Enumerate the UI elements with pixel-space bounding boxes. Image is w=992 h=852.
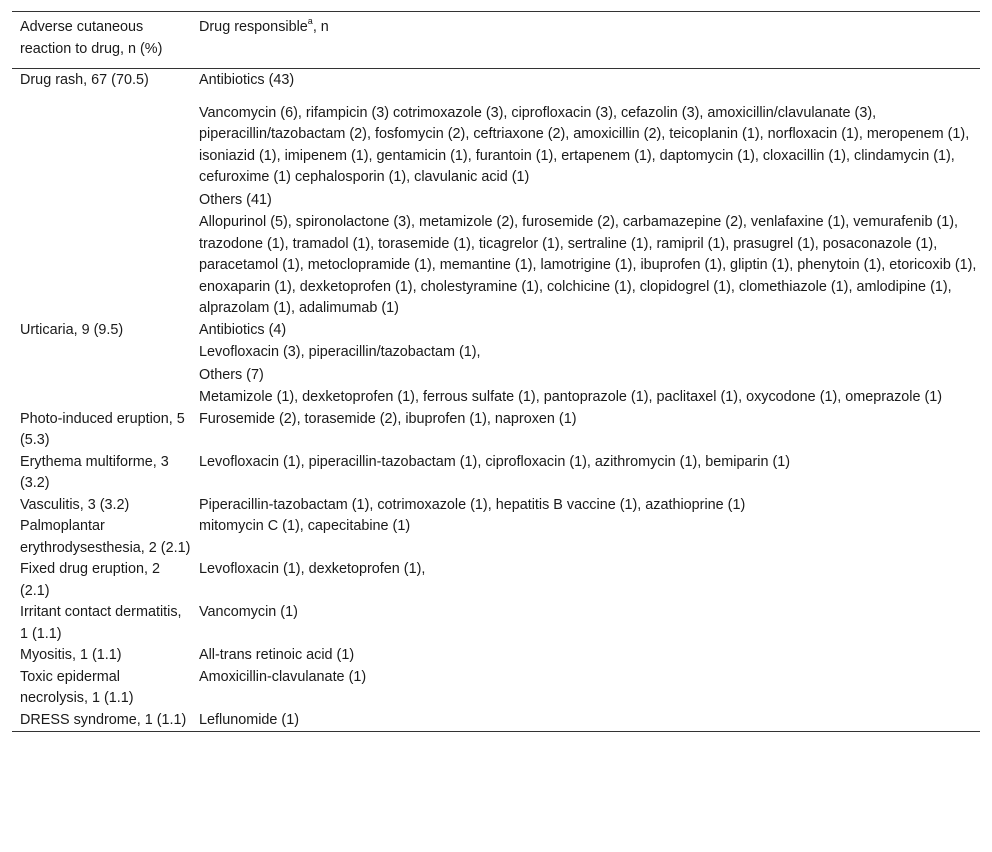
drug-list: Metamizole (1), dexketoprofen (1), ferrous sulfate (1), pantoprazole (1), paclitaxel (1), oxycodone (1), omeprazole (1): [199, 389, 943, 405]
header-reaction: Adverse cutaneous reaction to drug, n (%): [20, 19, 163, 57]
drug-cell: Vancomycin (1): [199, 604, 298, 620]
drug-cell: Leflunomide (1): [199, 711, 299, 728]
drug-cell: All-trans retinoic acid (1): [199, 647, 355, 663]
drug-cell: Levofloxacin (1), dexketoprofen (1),: [199, 561, 426, 577]
table-row: [12, 516, 980, 559]
table-header-row: [12, 12, 980, 69]
reaction-cell: Irritant contact dermatitis, 1 (1.1): [20, 604, 182, 642]
table-row: [12, 409, 980, 452]
footnote-marker: a: [307, 16, 313, 27]
drug-group-label: Antibiotics (43): [199, 72, 295, 88]
reaction-cell: Fixed drug eruption, 2 (2.1): [20, 561, 160, 599]
header-drug-responsible: [191, 12, 980, 69]
table-row: [12, 602, 980, 645]
reaction-cell: Photo-induced eruption, 5 (5.3): [20, 410, 185, 448]
table-row: [12, 559, 980, 602]
drug-cell: Piperacillin-tazobactam (1), cotrimoxazole (1), hepatitis B vaccine (1), azathioprine (1): [199, 496, 746, 513]
reaction-cell: Vasculitis, 3 (3.2): [20, 496, 130, 513]
drug-cell: Furosemide (2), torasemide (2), ibuprofen (1), naproxen (1): [199, 410, 577, 427]
drug-cell: Amoxicillin-clavulanate (1): [199, 668, 367, 685]
header-drug-label: Drug responsible: [199, 19, 308, 35]
reaction-cell: DRESS syndrome, 1 (1.1): [20, 711, 187, 728]
table-row: [12, 320, 980, 409]
reaction-cell: Urticaria, 9 (9.5): [20, 321, 124, 338]
adverse-reactions-table: [12, 11, 980, 732]
reaction-cell: Palmoplantar erythrodysesthesia, 2 (2.1): [20, 518, 191, 556]
reaction-cell: Myositis, 1 (1.1): [20, 647, 122, 663]
table-row: [12, 667, 980, 710]
table-row: [12, 452, 980, 495]
drug-cell: mitomycin C (1), capecitabine (1): [199, 518, 411, 534]
drug-group-label: Others (7): [199, 366, 264, 383]
header-drug-n: , n: [312, 19, 329, 35]
drug-list: Vancomycin (6), rifampicin (3) cotrimoxazole (3), ciprofloxacin (3), cefazolin (3), amoxicillin/clavulanate (3), piperacillin/tazobactam (2), fosfomycin (2), ceftriaxone (2), amoxicillin (2), teicoplanin (1), norfloxacin (1), meropenem (1), isoniazid (1), imipenem (1), gentamicin (1), furantoin (1), ertapenem (1), daptomycin (1), cloxacillin (1), clindamycin (1), cefuroxime (1) cephalosporin (1), clavulanic acid (1): [199, 104, 970, 185]
drug-cell: Levofloxacin (1), piperacillin-tazobactam (1), ciprofloxacin (1), azithromycin (1), bemiparin (1): [199, 453, 791, 470]
table-row: [12, 69, 980, 320]
drug-group-label: Antibiotics (4): [199, 321, 287, 338]
table-row: [12, 710, 980, 732]
drug-list: Allopurinol (5), spironolactone (3), metamizole (2), furosemide (2), carbamazepine (2), venlafaxine (1), vemurafenib (1), trazodone (1), tramadol (1), torasemide (1), ticagrelor (1), sertraline (1), ramipril (1), prasugrel (1), posaconazole (1), paracetamol (1), metoclopramide (1), memantine (1), lamotrigine (1), ibuprofen (1), gliptin (1), phenytoin (1), etoricoxib (1), enoxaparin (1), dexketoprofen (1), cholestyramine (1), colchicine (1), clopidogrel (1), clomethiazole (1), amlodipine (1), alprazolam (1), adalimumab (1): [199, 214, 977, 316]
drug-cell: [191, 320, 980, 409]
table-row: [12, 645, 980, 667]
reaction-cell: Drug rash, 67 (70.5): [20, 72, 149, 88]
reaction-cell: Erythema multiforme, 3 (3.2): [20, 453, 169, 491]
drug-group-label: Others (41): [199, 191, 272, 208]
table-row: [12, 495, 980, 517]
drug-list: Levofloxacin (3), piperacillin/tazobactam (1),: [199, 344, 481, 360]
reaction-cell: Toxic epidermal necrolysis, 1 (1.1): [20, 668, 134, 706]
drug-cell: [191, 69, 980, 320]
